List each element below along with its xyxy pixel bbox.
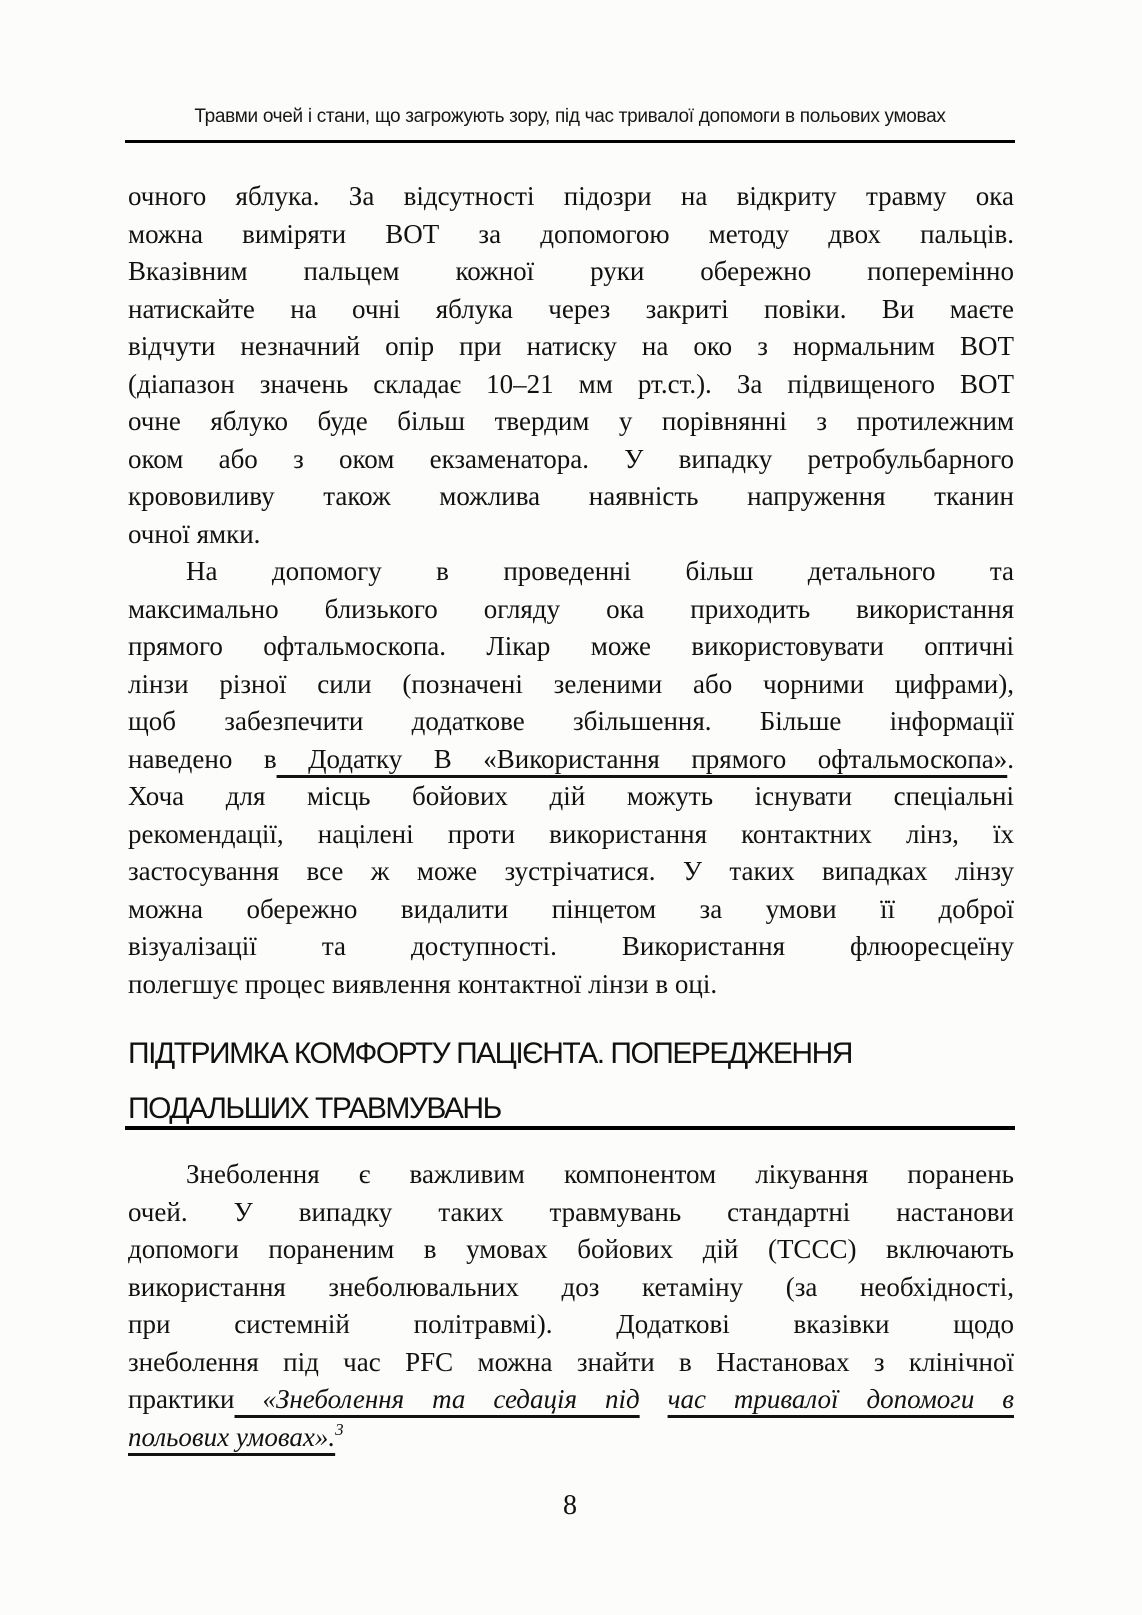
text-line: На допомогу в проведенні більш детального та [186, 556, 1014, 586]
text-line: можна виміряти ВОТ за допомогою методу двох пальців. [128, 218, 1014, 249]
text-line [128, 1381, 1014, 1419]
text-line [128, 741, 1014, 779]
text-line: використання знеболювальних доз кетаміну (за необхідності, [128, 1271, 1014, 1302]
guideline-reference-link[interactable]: польових умовах». [128, 1421, 336, 1452]
text-line: полегшує процес виявлення контактної лінзи в оці. [128, 968, 718, 999]
text-segment: . [1007, 743, 1014, 774]
text-line: очного яблука. За відсутності підозри на відкриту травму ока [128, 181, 1014, 211]
text-line: рекомендації, націлені проти використання контактних лінз, їх [128, 818, 1014, 849]
text-line: візуалізації та доступності. Використання флюоресцеїну [128, 931, 1014, 961]
main-text-block [128, 178, 1014, 1003]
text-line: натискайте на очні яблука через закриті повіки. Ви маєте [128, 293, 1014, 324]
text-line: можна обережно видалити пінцетом за умови її доброї [128, 893, 1014, 924]
footnote-reference[interactable]: 3 [335, 1419, 344, 1439]
guideline-reference-link[interactable]: «Знеболення та седація під [234, 1384, 640, 1414]
header-rule [125, 140, 1015, 143]
text-line: очне яблуко буде більш твердим у порівнянні з протилежним [128, 406, 1014, 436]
guideline-reference-link[interactable]: час тривалої допомоги в [667, 1384, 1014, 1414]
text-line: очей. У випадку таких травмувань стандартні настанови [128, 1196, 1014, 1227]
text-line: Вказівним пальцем кожної руки обережно поперемінно [128, 256, 1014, 286]
section-heading [128, 1026, 1028, 1136]
text-line: оком або з оком екзаменатора. У випадку ретробульбарного [128, 443, 1014, 474]
section-heading-line: ПОДАЛЬШИХ ТРАВМУВАНЬ [128, 1092, 501, 1125]
para3-text-block [128, 1156, 1014, 1456]
text-line: очної ямки. [128, 518, 261, 549]
text-line: при системній політравмі). Додаткові вказівки щодо [128, 1309, 1014, 1339]
text-line: Знеболення є важливим компонентом лікування поранень [186, 1159, 1014, 1189]
text-line: (діапазон значень складає 10–21 мм рт.ст.). За підвищеного ВОТ [128, 368, 1014, 399]
text-segment [640, 1384, 668, 1414]
text-line: Хоча для місць бойових дій можуть існувати спеціальні [128, 781, 1014, 811]
running-header-title: Травми очей і стани, що загрожують зору, під час тривалої допомоги в польових умовах [194, 106, 946, 127]
text-line: знеболення під час PFC можна знайти в Настановах з клінічної [128, 1346, 1014, 1377]
text-line: прямого офтальмоскопа. Лікар може використовувати оптичні [128, 631, 1014, 661]
page-number: 8 [563, 1490, 577, 1521]
text-line: допомоги пораненим в умовах бойових дій (TCCC) включають [128, 1234, 1014, 1264]
section-heading-rule [125, 1126, 1015, 1130]
appendix-reference-link[interactable]: Додатку В «Використання прямого офтальмоскопа» [276, 743, 1008, 774]
text-line: відчути незначний опір при натиску на око з нормальним ВОТ [128, 331, 1014, 361]
text-line: крововиливу також можлива наявність напруження тканин [128, 481, 1014, 511]
text-segment: наведено в [128, 743, 277, 774]
text-segment: практики [128, 1384, 235, 1414]
section-heading-line: ПІДТРИМКА КОМФОРТУ ПАЦІЄНТА. ПОПЕРЕДЖЕННЯ [128, 1037, 852, 1070]
text-line: застосування все ж може зустрічатися. У таких випадках лінзу [128, 856, 1014, 886]
text-line: максимально близького огляду ока приходить використання [128, 593, 1014, 624]
text-line: лінзи різної сили (позначені зеленими або чорними цифрами), [128, 668, 1014, 699]
text-line: щоб забезпечити додаткове збільшення. Більше інформації [128, 706, 1014, 736]
